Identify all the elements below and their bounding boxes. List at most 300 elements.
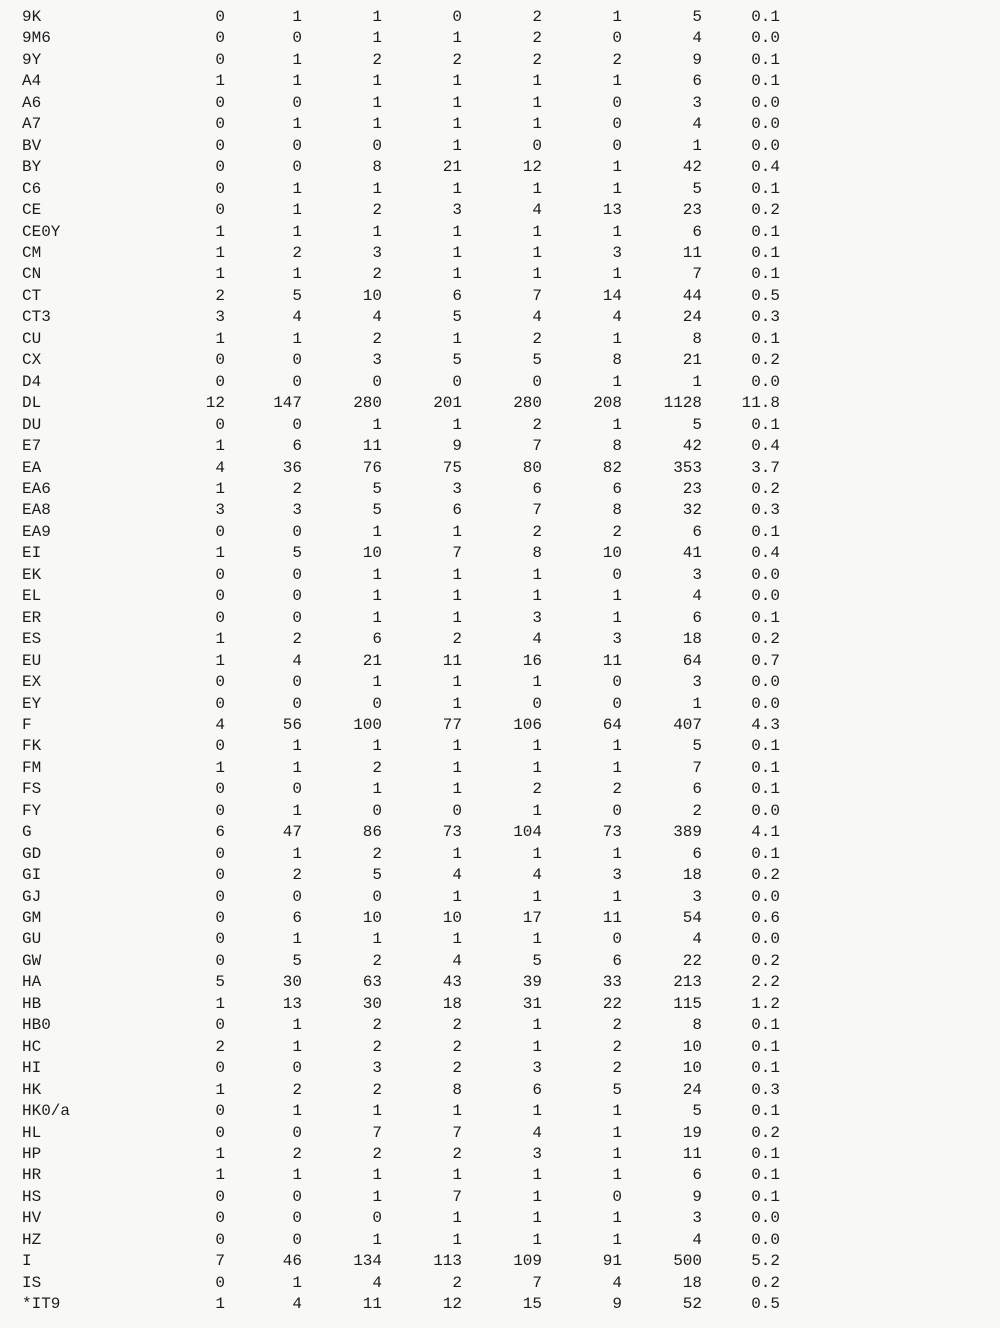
- value-cell: 8: [532, 544, 542, 563]
- value-cell: 0: [215, 608, 225, 627]
- value-cell: 0.1: [751, 265, 780, 284]
- prefix-cell: CT: [22, 286, 42, 305]
- value-cell: 22: [682, 951, 702, 970]
- value-cell: 1: [372, 415, 382, 434]
- value-cell: 1: [612, 844, 622, 863]
- value-cell: 76: [362, 458, 382, 477]
- value-cell: 30: [362, 994, 382, 1013]
- value-cell: 1: [532, 1016, 542, 1035]
- value-cell: 1: [372, 930, 382, 949]
- value-cell: 1: [292, 1273, 302, 1292]
- value-cell: 10: [602, 544, 622, 563]
- value-cell: 18: [682, 866, 702, 885]
- value-cell: 1: [692, 136, 702, 155]
- value-cell: 1: [612, 265, 622, 284]
- value-cell: 1: [215, 243, 225, 262]
- value-cell: 0: [292, 351, 302, 370]
- value-cell: 0: [215, 737, 225, 756]
- value-cell: 4.3: [751, 715, 780, 734]
- value-cell: 2: [292, 243, 302, 262]
- value-cell: 1: [372, 222, 382, 241]
- value-cell: 0: [292, 93, 302, 112]
- value-cell: 7: [532, 501, 542, 520]
- value-cell: 9: [692, 1187, 702, 1206]
- value-cell: 0: [215, 179, 225, 198]
- value-cell: 213: [673, 973, 702, 992]
- value-cell: 1: [452, 1209, 462, 1228]
- value-cell: 3: [692, 1209, 702, 1228]
- value-cell: 1: [452, 29, 462, 48]
- value-cell: 0: [292, 587, 302, 606]
- table-row: [22, 264, 780, 285]
- value-cell: 0.1: [751, 8, 780, 26]
- value-cell: 5: [692, 415, 702, 434]
- value-cell: 2: [372, 951, 382, 970]
- value-cell: 2: [692, 801, 702, 820]
- value-cell: 0: [532, 372, 542, 391]
- table-row: [22, 1058, 780, 1079]
- prefix-cell: C6: [22, 179, 42, 198]
- value-cell: 0: [215, 136, 225, 155]
- value-cell: 0.2: [751, 201, 780, 220]
- prefix-cell: EU: [22, 651, 42, 670]
- value-cell: 2: [372, 265, 382, 284]
- value-cell: 7: [532, 1273, 542, 1292]
- value-cell: 2: [292, 866, 302, 885]
- value-cell: 1: [292, 1166, 302, 1185]
- value-cell: 0: [215, 930, 225, 949]
- prefix-cell: EK: [22, 565, 42, 584]
- table-row: [22, 114, 780, 135]
- value-cell: 0.4: [751, 437, 780, 456]
- value-cell: 6: [692, 522, 702, 541]
- table-row: [22, 243, 780, 264]
- value-cell: 1: [532, 243, 542, 262]
- value-cell: 0.2: [751, 479, 780, 498]
- value-cell: 0: [372, 1209, 382, 1228]
- value-cell: 11: [362, 437, 382, 456]
- value-cell: 0.4: [751, 544, 780, 563]
- value-cell: 0: [215, 93, 225, 112]
- table-row: [22, 844, 780, 865]
- value-cell: 11: [602, 909, 622, 928]
- value-cell: 1: [532, 265, 542, 284]
- value-cell: 1: [215, 994, 225, 1013]
- value-cell: 1: [292, 222, 302, 241]
- value-cell: 5: [215, 973, 225, 992]
- value-cell: 3: [612, 243, 622, 262]
- value-cell: 9: [452, 437, 462, 456]
- value-cell: 3: [292, 501, 302, 520]
- value-cell: 0: [215, 1187, 225, 1206]
- prefix-cell: D4: [22, 372, 42, 391]
- value-cell: 3: [372, 351, 382, 370]
- value-cell: 1128: [663, 394, 702, 413]
- value-cell: 4: [692, 930, 702, 949]
- value-cell: 11: [602, 651, 622, 670]
- value-cell: 147: [273, 394, 302, 413]
- value-cell: 1: [452, 1230, 462, 1249]
- value-cell: 0: [372, 372, 382, 391]
- table-row: [22, 994, 780, 1015]
- prefix-cell: ES: [22, 630, 42, 649]
- prefix-cell: FM: [22, 758, 42, 777]
- statistics-table: [22, 7, 780, 1316]
- value-cell: 9: [612, 1295, 622, 1314]
- value-cell: 6: [612, 479, 622, 498]
- value-cell: 1: [215, 1145, 225, 1164]
- value-cell: 0: [612, 694, 622, 713]
- value-cell: 1: [452, 329, 462, 348]
- prefix-cell: BV: [22, 136, 42, 155]
- table-row: [22, 307, 780, 328]
- value-cell: 2: [215, 286, 225, 305]
- value-cell: 0.2: [751, 351, 780, 370]
- value-cell: 6: [452, 501, 462, 520]
- value-cell: 11: [362, 1295, 382, 1314]
- value-cell: 3: [692, 673, 702, 692]
- prefix-cell: BY: [22, 158, 42, 177]
- value-cell: 0.2: [751, 1123, 780, 1142]
- value-cell: 80: [522, 458, 542, 477]
- table-row: [22, 222, 780, 243]
- value-cell: 1: [452, 243, 462, 262]
- value-cell: 0: [292, 415, 302, 434]
- value-cell: 0: [215, 50, 225, 69]
- value-cell: 1: [612, 72, 622, 91]
- value-cell: 23: [682, 479, 702, 498]
- value-cell: 0: [215, 1209, 225, 1228]
- value-cell: 0: [292, 1123, 302, 1142]
- table-row: [22, 179, 780, 200]
- table-row: [22, 1123, 780, 1144]
- prefix-cell: A7: [22, 115, 42, 134]
- value-cell: 0: [372, 136, 382, 155]
- value-cell: 2: [372, 1037, 382, 1056]
- table-row: [22, 50, 780, 71]
- value-cell: 13: [282, 994, 302, 1013]
- value-cell: 2: [215, 1037, 225, 1056]
- value-cell: 1: [292, 50, 302, 69]
- value-cell: 4: [612, 308, 622, 327]
- value-cell: 31: [522, 994, 542, 1013]
- prefix-cell: HK: [22, 1080, 42, 1099]
- value-cell: 1: [452, 415, 462, 434]
- table-row: [22, 651, 780, 672]
- value-cell: 0.2: [751, 630, 780, 649]
- value-cell: 1: [292, 8, 302, 26]
- value-cell: 3: [532, 1145, 542, 1164]
- value-cell: 7: [215, 1252, 225, 1271]
- value-cell: 1: [532, 673, 542, 692]
- value-cell: 353: [673, 458, 702, 477]
- table-row: [22, 71, 780, 92]
- value-cell: 0: [215, 8, 225, 26]
- value-cell: 0.5: [751, 1295, 780, 1314]
- value-cell: 1: [215, 437, 225, 456]
- value-cell: 0.1: [751, 415, 780, 434]
- value-cell: 1: [452, 587, 462, 606]
- value-cell: 0: [532, 694, 542, 713]
- table-row: [22, 350, 780, 371]
- value-cell: 1: [532, 758, 542, 777]
- value-cell: 6: [292, 437, 302, 456]
- table-row: [22, 1208, 780, 1229]
- value-cell: 0: [215, 909, 225, 928]
- value-cell: 1: [452, 930, 462, 949]
- value-cell: 1: [372, 565, 382, 584]
- value-cell: 0.0: [751, 29, 780, 48]
- table-row: [22, 608, 780, 629]
- value-cell: 4: [532, 201, 542, 220]
- value-cell: 1: [292, 1102, 302, 1121]
- value-cell: 1: [292, 115, 302, 134]
- value-cell: 0.0: [751, 115, 780, 134]
- value-cell: 0: [215, 372, 225, 391]
- value-cell: 5: [372, 866, 382, 885]
- value-cell: 11.8: [741, 394, 780, 413]
- value-cell: 1: [215, 630, 225, 649]
- prefix-cell: EL: [22, 587, 42, 606]
- value-cell: 1: [372, 179, 382, 198]
- value-cell: 2: [532, 329, 542, 348]
- table-row: [22, 801, 780, 822]
- value-cell: 0: [292, 1187, 302, 1206]
- table-row: [22, 1165, 780, 1186]
- table-row: [22, 972, 780, 993]
- value-cell: 4: [532, 866, 542, 885]
- prefix-cell: GJ: [22, 887, 42, 906]
- value-cell: 6: [692, 72, 702, 91]
- value-cell: 2: [452, 1059, 462, 1078]
- value-cell: 0: [215, 866, 225, 885]
- value-cell: 1: [532, 565, 542, 584]
- value-cell: 12: [522, 158, 542, 177]
- prefix-cell: HB: [22, 994, 42, 1013]
- value-cell: 280: [513, 394, 542, 413]
- value-cell: 2: [372, 844, 382, 863]
- value-cell: 3: [372, 1059, 382, 1078]
- table-row: [22, 1230, 780, 1251]
- prefix-cell: EY: [22, 694, 42, 713]
- value-cell: 0: [292, 565, 302, 584]
- table-row: [22, 1251, 780, 1272]
- value-cell: 5: [372, 501, 382, 520]
- table-row: [22, 565, 780, 586]
- value-cell: 0: [215, 351, 225, 370]
- value-cell: 1: [452, 93, 462, 112]
- prefix-cell: HC: [22, 1037, 42, 1056]
- value-cell: 8: [372, 158, 382, 177]
- value-cell: 0: [612, 136, 622, 155]
- value-cell: 1: [452, 179, 462, 198]
- value-cell: 1: [372, 8, 382, 26]
- prefix-cell: HV: [22, 1209, 42, 1228]
- value-cell: 1: [452, 758, 462, 777]
- value-cell: 39: [522, 973, 542, 992]
- value-cell: 4.1: [751, 823, 780, 842]
- value-cell: 1: [372, 780, 382, 799]
- value-cell: 0.0: [751, 587, 780, 606]
- value-cell: 16: [522, 651, 542, 670]
- value-cell: 4: [215, 458, 225, 477]
- prefix-cell: 9K: [22, 8, 42, 26]
- value-cell: 7: [452, 544, 462, 563]
- value-cell: 1: [612, 8, 622, 26]
- value-cell: 6: [532, 479, 542, 498]
- value-cell: 1: [452, 887, 462, 906]
- value-cell: 4: [292, 1295, 302, 1314]
- value-cell: 14: [602, 286, 622, 305]
- value-cell: 2: [372, 329, 382, 348]
- value-cell: 11: [442, 651, 462, 670]
- value-cell: 0: [215, 587, 225, 606]
- value-cell: 17: [522, 909, 542, 928]
- value-cell: 1: [612, 1166, 622, 1185]
- value-cell: 1: [452, 265, 462, 284]
- prefix-cell: EA6: [22, 479, 51, 498]
- table-row: [22, 415, 780, 436]
- value-cell: 113: [433, 1252, 462, 1271]
- value-cell: 3: [215, 308, 225, 327]
- table-row: [22, 93, 780, 114]
- value-cell: 0: [215, 201, 225, 220]
- value-cell: 0: [372, 694, 382, 713]
- value-cell: 21: [362, 651, 382, 670]
- value-cell: 115: [673, 994, 702, 1013]
- value-cell: 21: [442, 158, 462, 177]
- value-cell: 0.0: [751, 372, 780, 391]
- value-cell: 1: [532, 72, 542, 91]
- value-cell: 11: [682, 1145, 702, 1164]
- value-cell: 1: [452, 1102, 462, 1121]
- value-cell: 44: [682, 286, 702, 305]
- value-cell: 1: [612, 1102, 622, 1121]
- value-cell: 5: [692, 8, 702, 26]
- value-cell: 1: [612, 758, 622, 777]
- value-cell: 0: [372, 801, 382, 820]
- value-cell: 13: [602, 201, 622, 220]
- value-cell: 1: [532, 887, 542, 906]
- prefix-cell: CX: [22, 351, 42, 370]
- value-cell: 1: [452, 222, 462, 241]
- value-cell: 0: [215, 694, 225, 713]
- value-cell: 208: [593, 394, 622, 413]
- value-cell: 3: [612, 630, 622, 649]
- value-cell: 1: [452, 694, 462, 713]
- value-cell: 1: [612, 1145, 622, 1164]
- value-cell: 7: [452, 1187, 462, 1206]
- value-cell: 1: [612, 1123, 622, 1142]
- value-cell: 5: [532, 951, 542, 970]
- value-cell: 0: [612, 930, 622, 949]
- value-cell: 0: [215, 522, 225, 541]
- value-cell: 1: [452, 136, 462, 155]
- value-cell: 9: [692, 50, 702, 69]
- value-cell: 1: [692, 694, 702, 713]
- value-cell: 0: [612, 93, 622, 112]
- value-cell: 2: [372, 1145, 382, 1164]
- value-cell: 1: [452, 780, 462, 799]
- value-cell: 18: [442, 994, 462, 1013]
- value-cell: 0.1: [751, 243, 780, 262]
- value-cell: 1: [452, 565, 462, 584]
- value-cell: 134: [353, 1252, 382, 1271]
- value-cell: 32: [682, 501, 702, 520]
- table-row: [22, 286, 780, 307]
- value-cell: 64: [602, 715, 622, 734]
- prefix-cell: 9Y: [22, 50, 42, 69]
- value-cell: 0.3: [751, 501, 780, 520]
- prefix-cell: GU: [22, 930, 42, 949]
- value-cell: 0: [292, 158, 302, 177]
- value-cell: 0: [452, 372, 462, 391]
- value-cell: 0: [372, 887, 382, 906]
- value-cell: 47: [282, 823, 302, 842]
- value-cell: 10: [362, 909, 382, 928]
- table-row: [22, 887, 780, 908]
- value-cell: 1.2: [751, 994, 780, 1013]
- value-cell: 0.1: [751, 1166, 780, 1185]
- value-cell: 4: [692, 29, 702, 48]
- prefix-cell: GD: [22, 844, 42, 863]
- value-cell: 280: [353, 394, 382, 413]
- value-cell: 10: [362, 286, 382, 305]
- value-cell: 2: [452, 630, 462, 649]
- value-cell: 0: [215, 1016, 225, 1035]
- value-cell: 2: [292, 1080, 302, 1099]
- value-cell: 0: [612, 1187, 622, 1206]
- value-cell: 41: [682, 544, 702, 563]
- table-row: [22, 329, 780, 350]
- prefix-cell: HL: [22, 1123, 42, 1142]
- table-row: [22, 586, 780, 607]
- value-cell: 0: [292, 1230, 302, 1249]
- value-cell: 8: [692, 1016, 702, 1035]
- value-cell: 0.6: [751, 909, 780, 928]
- value-cell: 2: [372, 1080, 382, 1099]
- table-row: [22, 715, 780, 736]
- value-cell: 52: [682, 1295, 702, 1314]
- value-cell: 4: [292, 651, 302, 670]
- prefix-cell: *IT9: [22, 1295, 61, 1314]
- value-cell: 0: [215, 115, 225, 134]
- value-cell: 0: [215, 158, 225, 177]
- value-cell: 1: [292, 72, 302, 91]
- value-cell: 1: [532, 1187, 542, 1206]
- value-cell: 1: [532, 801, 542, 820]
- value-cell: 1: [612, 179, 622, 198]
- value-cell: 2: [612, 50, 622, 69]
- prefix-cell: EA9: [22, 522, 51, 541]
- value-cell: 1: [452, 522, 462, 541]
- value-cell: 1: [372, 115, 382, 134]
- value-cell: 6: [692, 608, 702, 627]
- value-cell: 42: [682, 437, 702, 456]
- value-cell: 63: [362, 973, 382, 992]
- value-cell: 6: [215, 823, 225, 842]
- value-cell: 1: [692, 372, 702, 391]
- value-cell: 5: [452, 351, 462, 370]
- table-row: [22, 157, 780, 178]
- value-cell: 1: [372, 72, 382, 91]
- value-cell: 2: [612, 1016, 622, 1035]
- value-cell: 0.3: [751, 308, 780, 327]
- table-row: [22, 908, 780, 929]
- value-cell: 1: [452, 1166, 462, 1185]
- value-cell: 4: [692, 115, 702, 134]
- value-cell: 1: [612, 1230, 622, 1249]
